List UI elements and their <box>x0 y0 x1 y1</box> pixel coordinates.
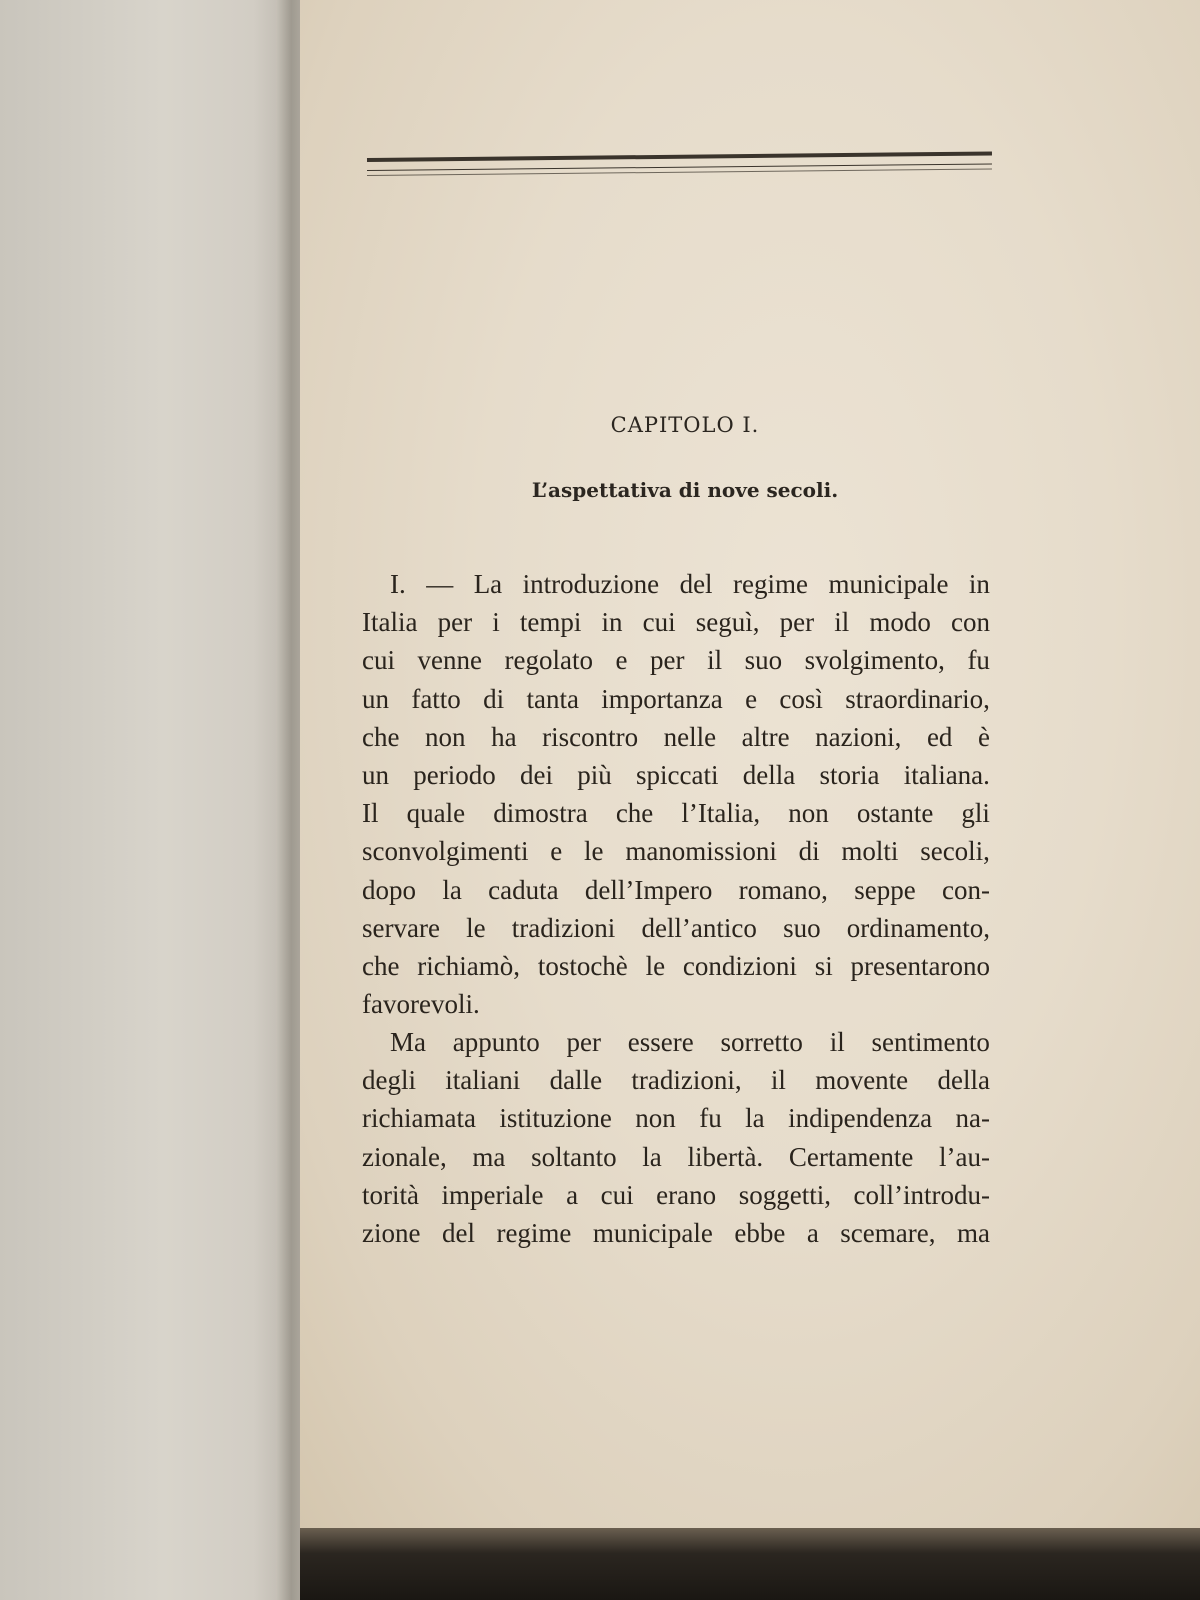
text-line: zionale, ma soltanto la libertà. Certamente l’au- <box>362 1141 990 1172</box>
text-line: un periodo dei più spiccati della storia italiana. <box>362 759 990 790</box>
text-line: sconvolgimenti e le manomissioni di molti secoli, <box>362 836 990 867</box>
paragraph-1 <box>362 565 990 1023</box>
text-line: zione del regime municipale ebbe a scemare, ma <box>362 1217 990 1248</box>
text-line: che non ha riscontro nelle altre nazioni, ed è <box>362 721 990 752</box>
text-line: dopo la caduta dell’Impero romano, seppe con- <box>362 874 990 905</box>
text-line: cui venne regolato e per il suo svolgimento, fu <box>362 645 990 676</box>
text-line: favorevoli. <box>362 989 480 1020</box>
chapter-title: L’aspettativa di nove secoli. <box>531 478 839 502</box>
text-line: che richiamò, tostochè le condizioni si presentarono <box>362 950 990 981</box>
text-line: I. — La introduzione del regime municipale in <box>390 569 990 599</box>
page-bottom-shadow <box>300 1528 1200 1600</box>
paragraph-2 <box>362 1023 990 1252</box>
text-line: Ma appunto per essere sorretto il sentimento <box>390 1027 990 1057</box>
text-line: richiamata istituzione non fu la indipendenza na- <box>362 1103 990 1134</box>
chapter-heading: CAPITOLO I. <box>610 413 760 437</box>
left-page <box>0 0 298 1600</box>
text-line: Il quale dimostra che l’Italia, non ostante gli <box>362 798 990 829</box>
text-line: degli italiani dalle tradizioni, il movente della <box>362 1065 990 1096</box>
text-line: servare le tradizioni dell’antico suo ordinamento, <box>362 912 990 943</box>
text-line: un fatto di tanta importanza e così straordinario, <box>362 683 990 714</box>
text-line: torità imperiale a cui erano soggetti, coll’introdu- <box>362 1179 990 1210</box>
text-line: Italia per i tempi in cui seguì, per il modo con <box>362 607 990 638</box>
